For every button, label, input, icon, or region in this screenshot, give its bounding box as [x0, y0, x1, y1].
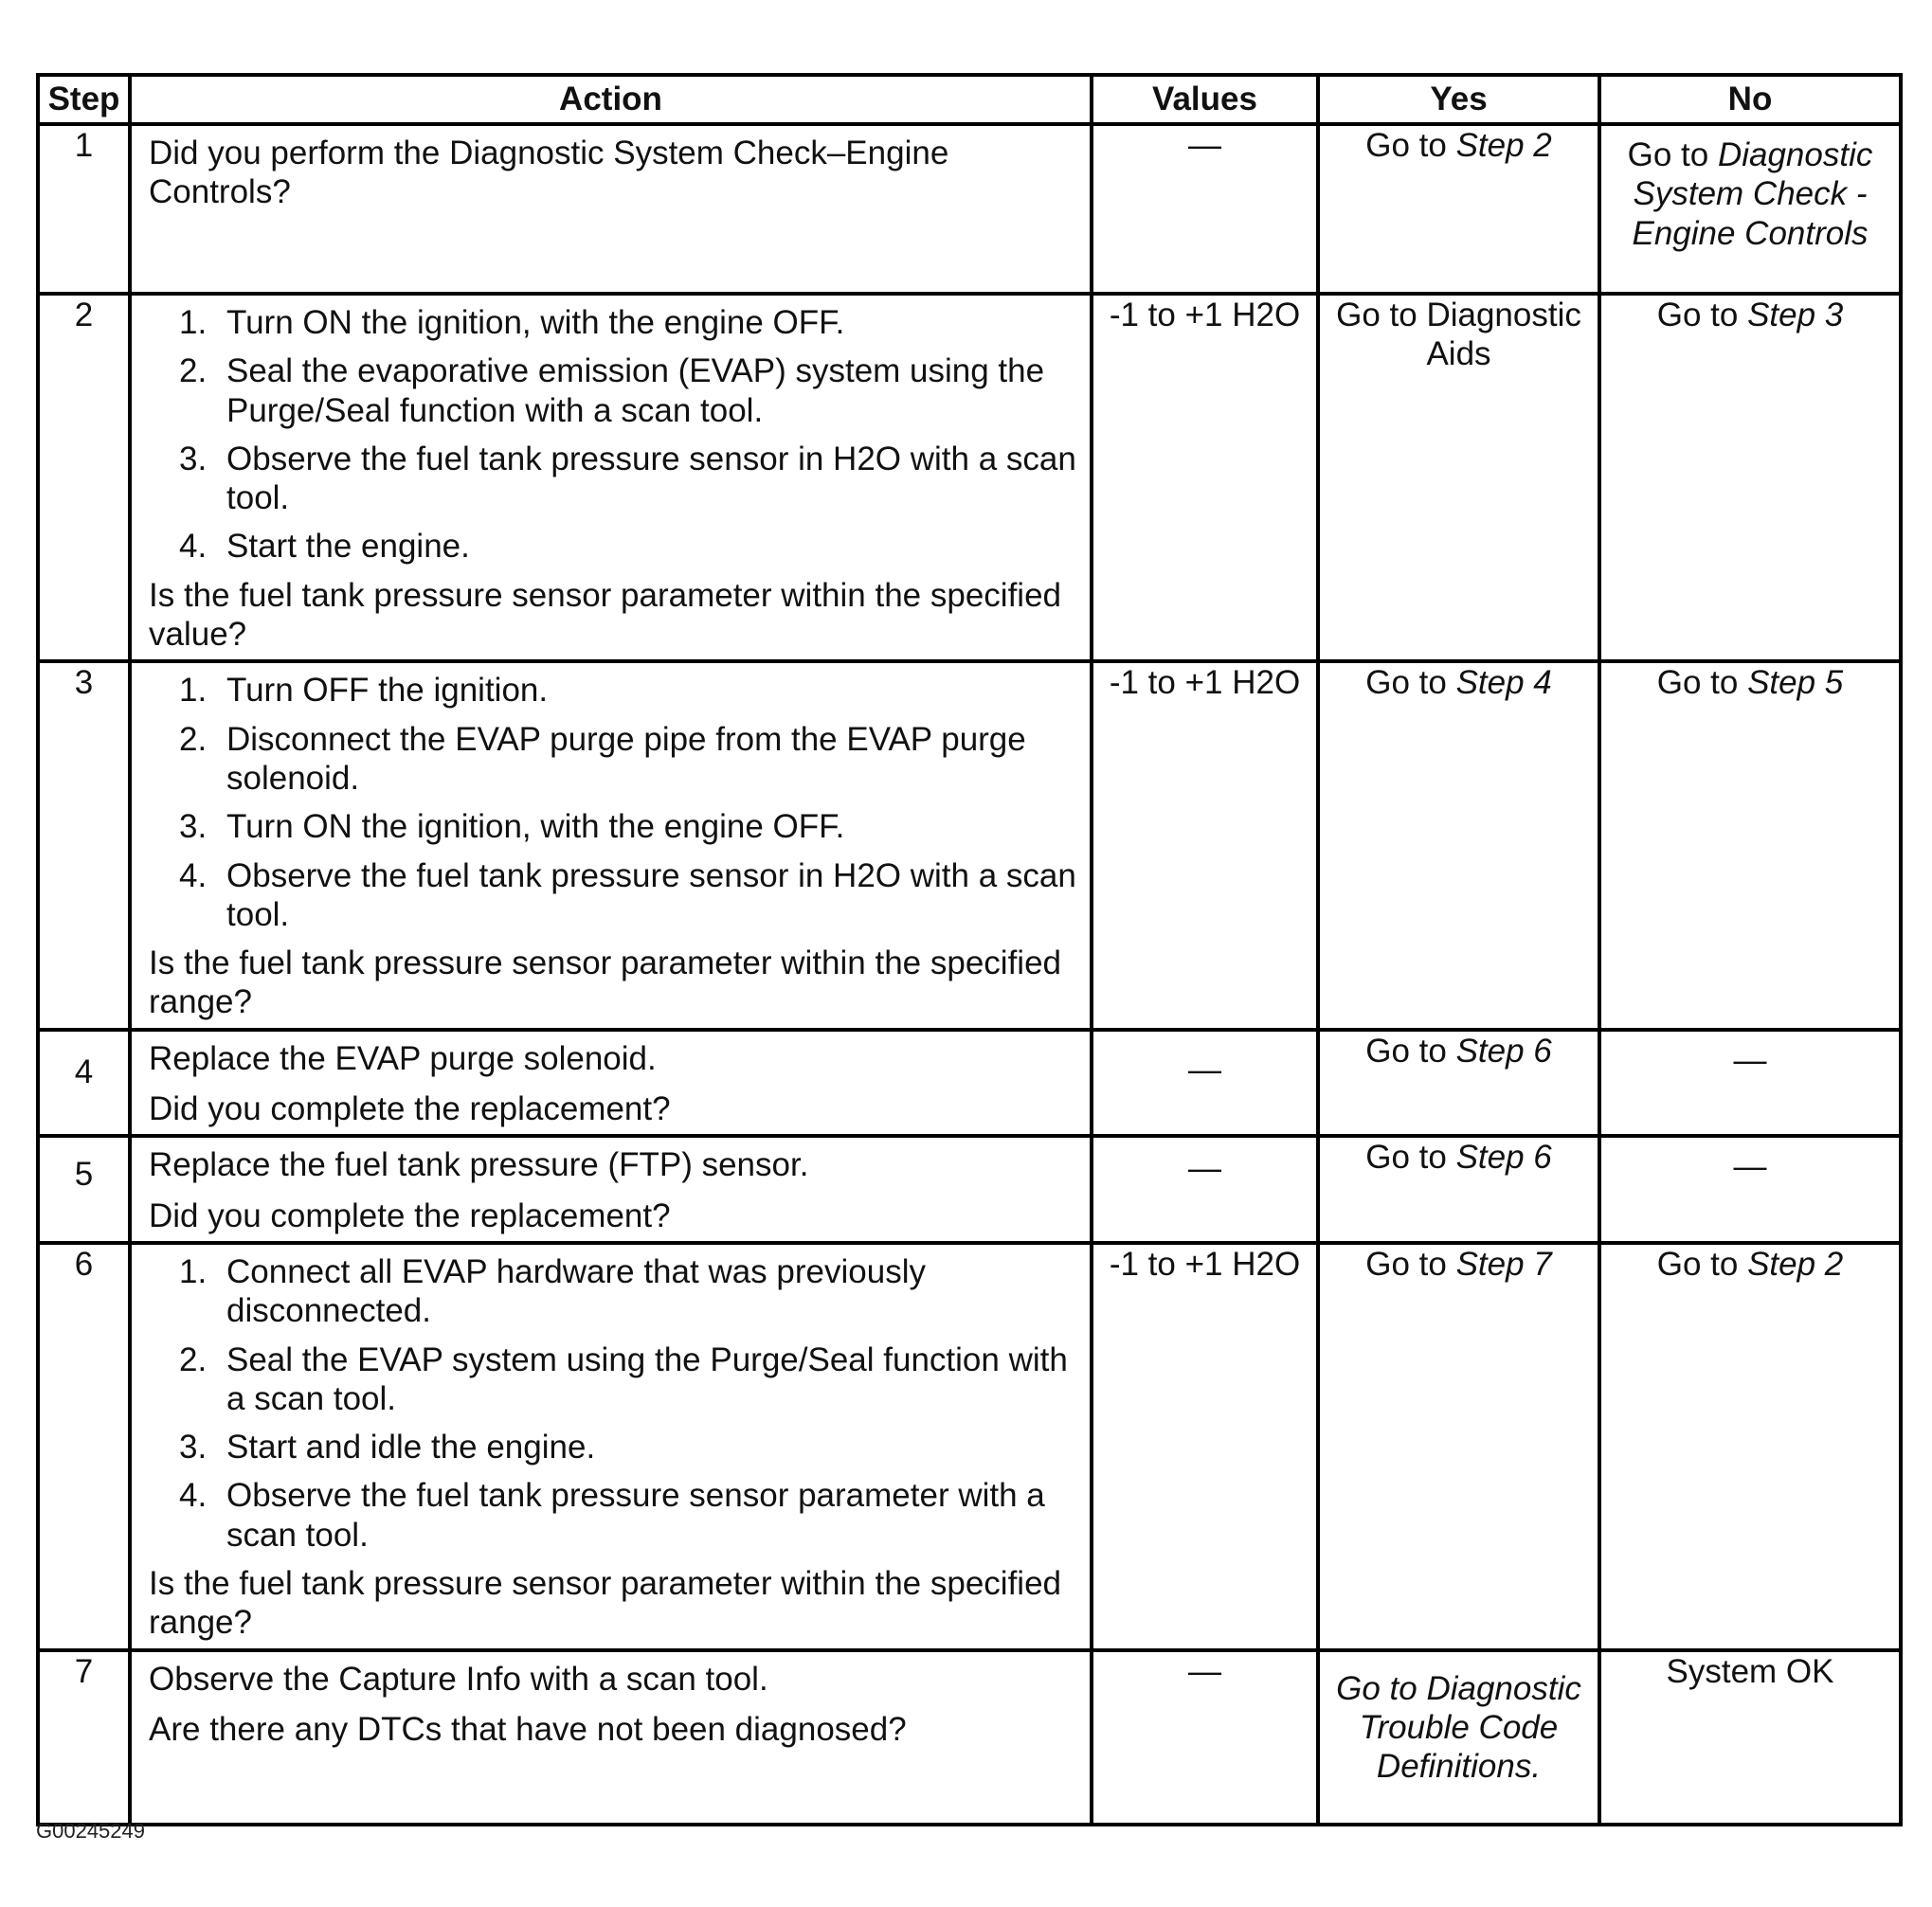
substep-number: 2.: [179, 720, 208, 758]
no-step-ref: Step 2: [1747, 1245, 1844, 1283]
action-cell: [130, 1136, 1092, 1243]
table-row: [38, 1243, 1901, 1650]
value-cell: -1 to +1 H2O: [1092, 661, 1318, 1029]
action-cell: [130, 1243, 1092, 1650]
no-cell: [1599, 124, 1901, 294]
substep: [149, 527, 1076, 566]
substep: [149, 1340, 1076, 1419]
substep-text: Observe the fuel tank pressure sensor in H2O with a scan tool.: [226, 856, 1076, 933]
no-cell: —: [1599, 1030, 1901, 1137]
yes-cell: [1318, 661, 1599, 1029]
yes-prefix: Go to: [1365, 127, 1456, 164]
substep-list: [149, 303, 1076, 567]
action-cell: [130, 1030, 1092, 1137]
step-number: 1: [38, 124, 130, 294]
substep: [149, 1252, 1076, 1331]
substep-number: 1.: [179, 304, 208, 341]
yes-prefix: Go to: [1365, 664, 1456, 702]
substep-number: 3.: [179, 440, 208, 477]
step-number: 6: [38, 1243, 130, 1650]
yes-cell: Go to Diagnostic Aids: [1318, 294, 1599, 661]
action-line: Did you complete the replacement?: [149, 1090, 671, 1128]
substep-list: [149, 1252, 1076, 1555]
substep-number: 2.: [179, 352, 208, 390]
yes-step-ref: Step 7: [1455, 1245, 1552, 1283]
step-question: Is the fuel tank pressure sensor parameter within the specified range?: [149, 1565, 1061, 1642]
value-cell: —: [1092, 1650, 1318, 1825]
header-action: Action: [130, 75, 1092, 124]
action-line: Did you complete the replacement?: [149, 1196, 671, 1234]
substep-text: Seal the EVAP system using the Purge/Seal function with a scan tool.: [226, 1340, 1068, 1417]
yes-cell: [1318, 1030, 1599, 1137]
step-number: 3: [38, 661, 130, 1029]
figure-id: G00245249: [36, 1819, 145, 1843]
action-cell: [130, 294, 1092, 661]
step-question: Is the fuel tank pressure sensor parameter within the specified range?: [149, 945, 1061, 1021]
yes-cell: [1318, 1136, 1599, 1243]
substep-number: 4.: [179, 856, 208, 894]
no-cell: —: [1599, 1136, 1901, 1243]
no-cell: [1599, 294, 1901, 661]
substep: [149, 351, 1076, 430]
substep-text: Turn ON the ignition, with the engine OFF.: [226, 808, 845, 846]
substep-number: 2.: [179, 1340, 208, 1378]
header-no: No: [1599, 75, 1901, 124]
value-cell: —: [1092, 1030, 1318, 1137]
substep-number: 3.: [179, 808, 208, 846]
action-line: Did you perform the Diagnostic System Check–Engine Controls?: [149, 135, 949, 211]
substep-number: 1.: [179, 672, 208, 710]
table-row: [38, 661, 1901, 1029]
substep: [149, 720, 1076, 799]
substep: [149, 1428, 1076, 1466]
header-values: Values: [1092, 75, 1318, 124]
yes-cell: [1318, 124, 1599, 294]
yes-step-ref: Step 6: [1455, 1139, 1552, 1177]
yes-prefix: Go to: [1365, 1139, 1456, 1177]
no-step-ref: Diagnostic System Check - Engine Controls: [1632, 136, 1873, 252]
yes-prefix: Go to: [1365, 1032, 1456, 1070]
action-line: Are there any DTCs that have not been diagnosed?: [149, 1710, 907, 1748]
value-cell: —: [1092, 1136, 1318, 1243]
substep-list: [149, 671, 1076, 934]
step-number: 7: [38, 1650, 130, 1825]
substep-number: 1.: [179, 1252, 208, 1290]
action-line: Replace the EVAP purge solenoid.: [149, 1039, 657, 1077]
substep: [149, 671, 1076, 710]
substep-text: Turn ON the ignition, with the engine OFF.: [226, 304, 845, 341]
value-cell: -1 to +1 H2O: [1092, 294, 1318, 661]
step-number: 5: [38, 1136, 130, 1243]
value-cell: -1 to +1 H2O: [1092, 1243, 1318, 1650]
step-question: Is the fuel tank pressure sensor parameter within the specified value?: [149, 576, 1061, 654]
header-row: [38, 75, 1901, 124]
no-prefix: Go to: [1627, 136, 1718, 173]
no-prefix: Go to: [1656, 297, 1748, 333]
header-yes: Yes: [1318, 75, 1599, 124]
action-line: Observe the Capture Info with a scan tool.: [149, 1660, 768, 1698]
yes-prefix: Go to: [1365, 1245, 1456, 1283]
substep-number: 3.: [179, 1429, 208, 1466]
substep-text: Seal the evaporative emission (EVAP) system using the Purge/Seal function with a scan tool.: [226, 352, 1045, 429]
substep: [149, 856, 1076, 935]
substep-text: Start the engine.: [226, 528, 470, 566]
table-row: [38, 1136, 1901, 1243]
table-row: [38, 1650, 1901, 1825]
substep: [149, 303, 1076, 342]
yes-step-ref: Step 2: [1455, 127, 1552, 164]
substep: [149, 1476, 1076, 1555]
no-cell: [1599, 1243, 1901, 1650]
substep-number: 4.: [179, 528, 208, 566]
header-step: Step: [38, 75, 130, 124]
yes-step-ref: Step 6: [1455, 1032, 1552, 1070]
action-line: Replace the fuel tank pressure (FTP) sensor.: [149, 1146, 809, 1184]
substep-number: 4.: [179, 1477, 208, 1515]
table-row: [38, 124, 1901, 294]
substep-text: Observe the fuel tank pressure sensor in H2O with a scan tool.: [226, 440, 1076, 517]
substep-text: Disconnect the EVAP purge pipe from the EVAP purge solenoid.: [226, 720, 1026, 797]
value-cell: —: [1092, 124, 1318, 294]
action-cell: [130, 661, 1092, 1029]
no-prefix: Go to: [1656, 664, 1748, 702]
step-number: 4: [38, 1030, 130, 1137]
substep-text: Observe the fuel tank pressure sensor parameter with a scan tool.: [226, 1477, 1045, 1554]
table-row: [38, 294, 1901, 661]
step-number: 2: [38, 294, 130, 661]
no-prefix: Go to: [1656, 1245, 1748, 1283]
yes-cell: [1318, 1243, 1599, 1650]
yes-step-ref: Step 4: [1455, 664, 1552, 702]
table-row: [38, 1030, 1901, 1137]
substep-text: Start and idle the engine.: [226, 1429, 596, 1466]
diagnostic-table: [36, 73, 1903, 1826]
no-cell: [1599, 661, 1901, 1029]
action-cell: [130, 1650, 1092, 1825]
substep: [149, 807, 1076, 846]
substep-text: Turn OFF the ignition.: [226, 672, 549, 710]
substep-text: Connect all EVAP hardware that was previously disconnected.: [226, 1252, 926, 1330]
yes-cell: Go to Diagnostic Trouble Code Definitions.: [1318, 1650, 1599, 1825]
action-cell: [130, 124, 1092, 294]
no-step-ref: Step 5: [1747, 664, 1844, 702]
no-cell: System OK: [1599, 1650, 1901, 1825]
no-step-ref: Step 3: [1747, 297, 1844, 333]
substep: [149, 440, 1076, 518]
